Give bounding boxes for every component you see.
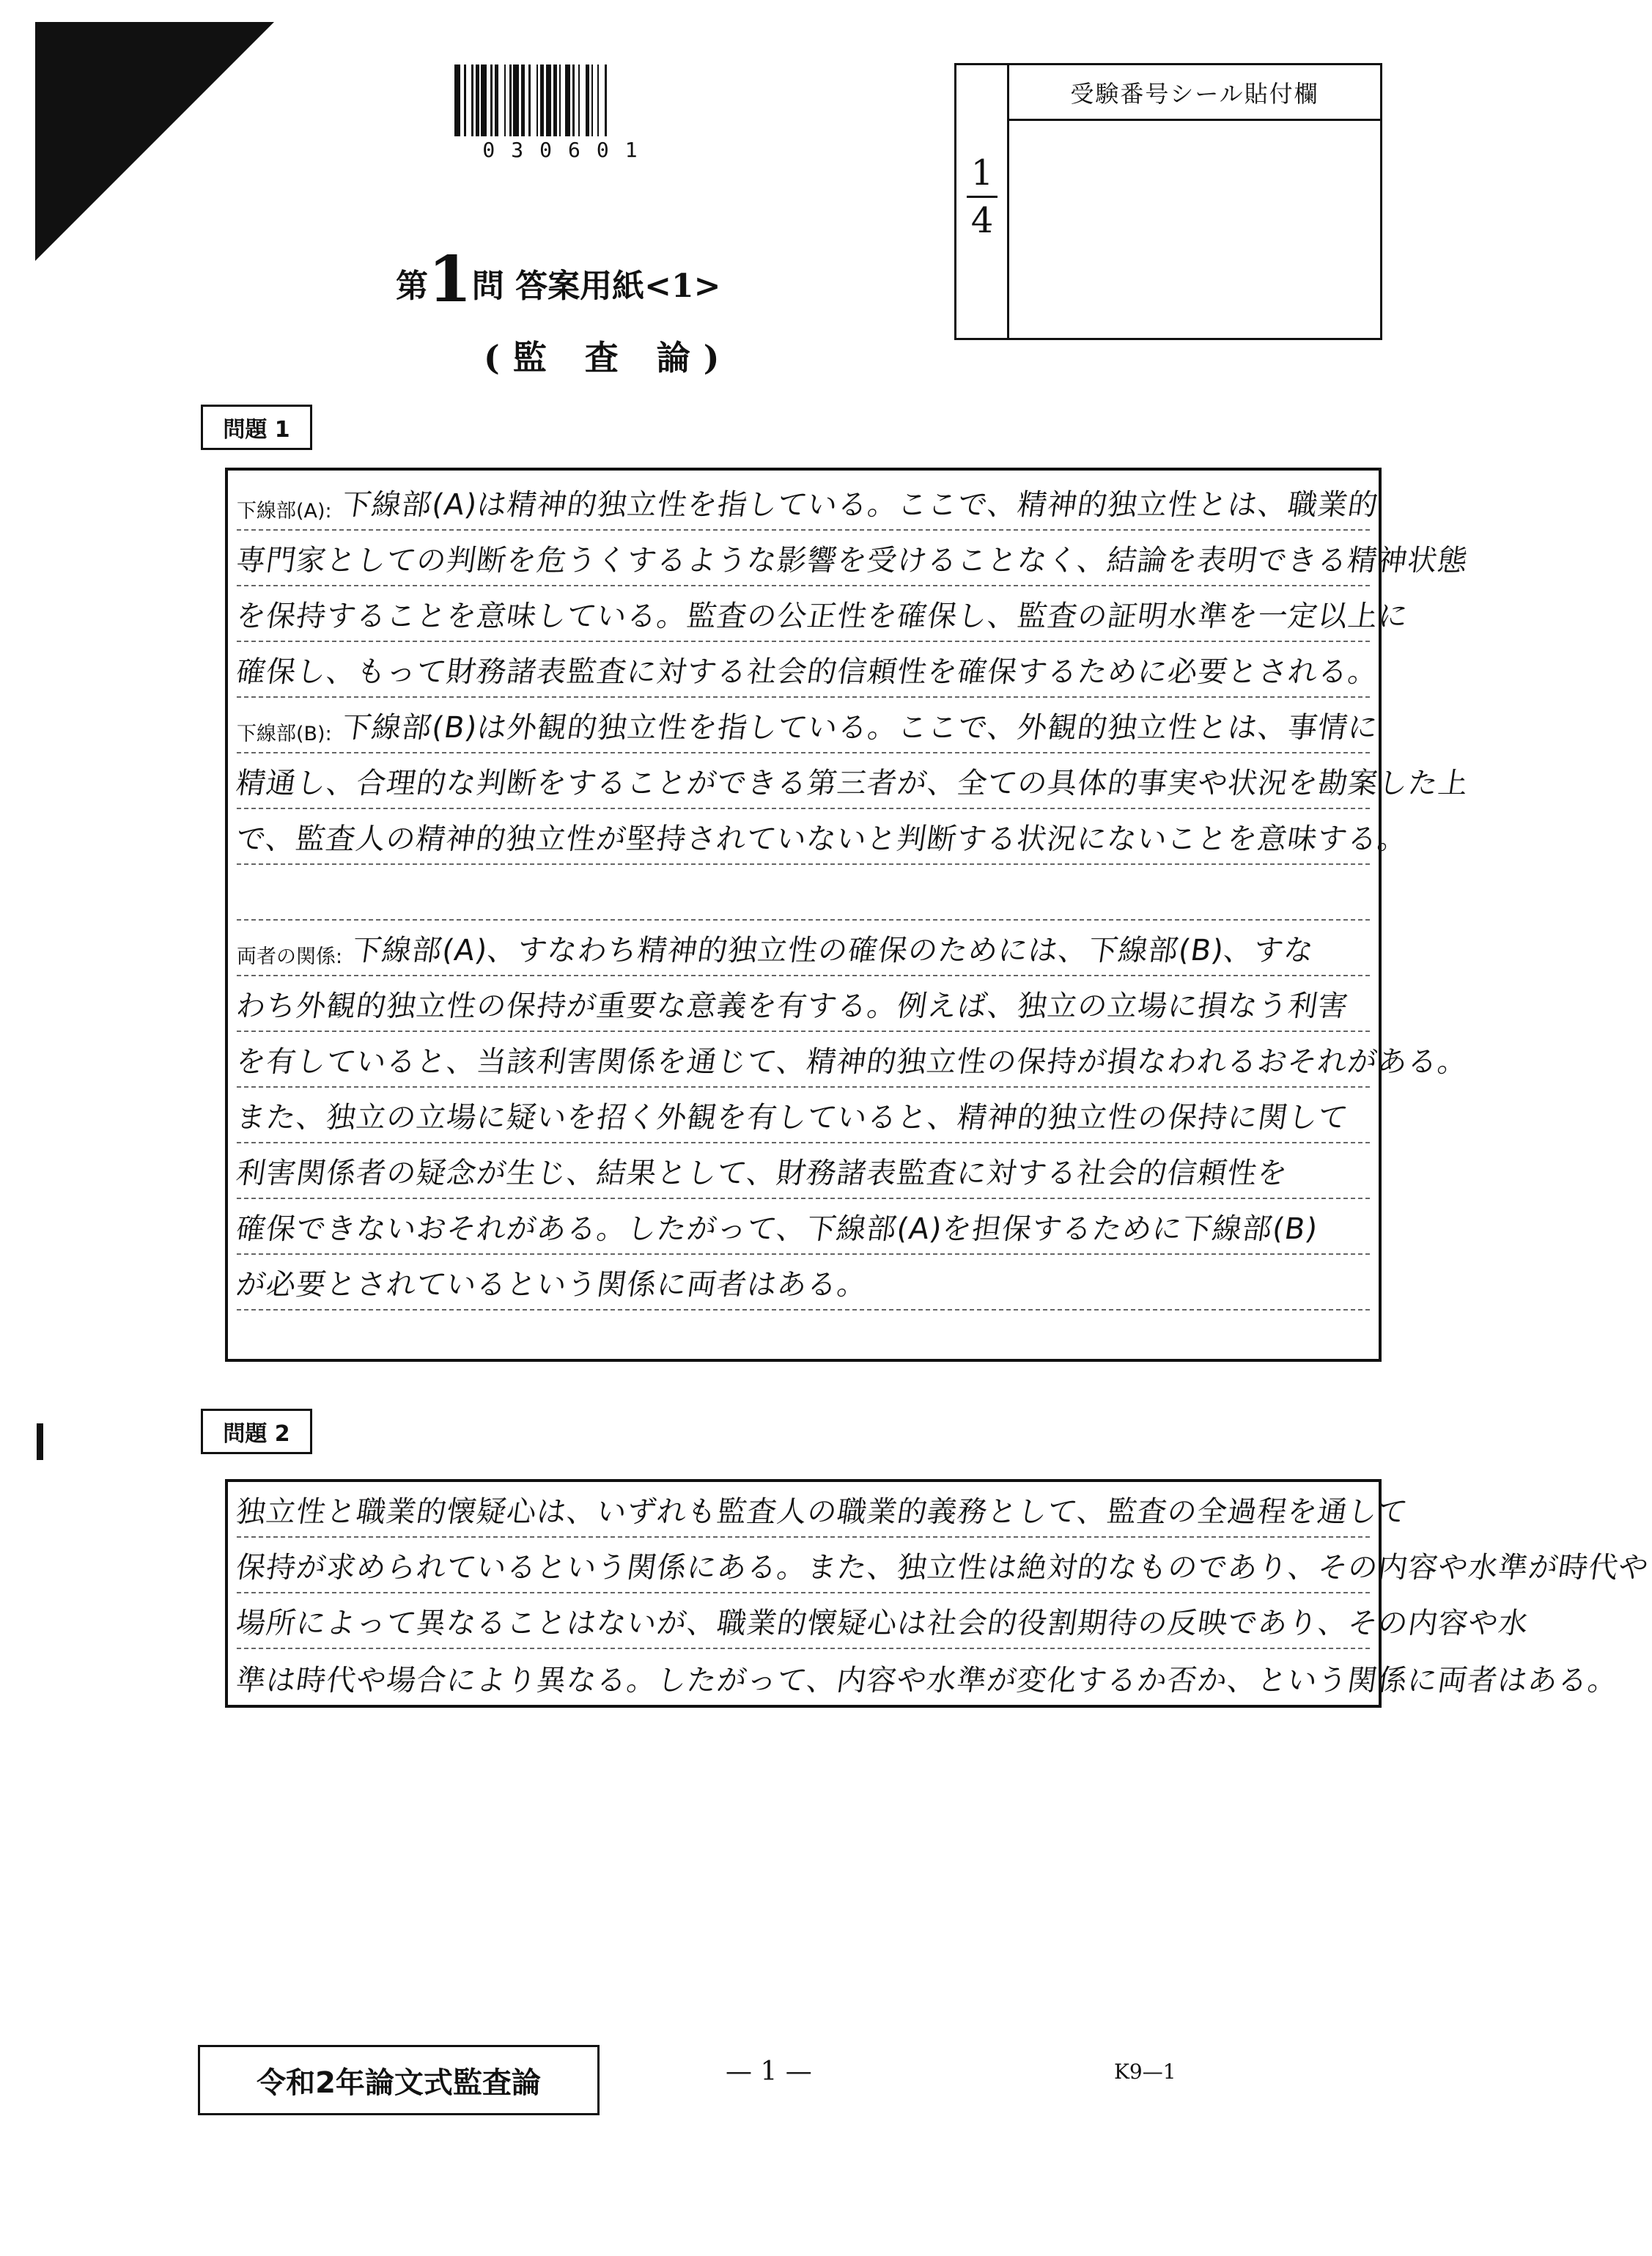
answer-text: 精通し、合理的な判断をすることができる第三者が、全ての具体的事実や状況を勘案した上 <box>234 767 1471 800</box>
answer-line <box>237 475 1381 531</box>
answer-line <box>237 921 1370 976</box>
title-number: 1 <box>428 243 472 317</box>
answer-line <box>237 698 1381 753</box>
barcode-bar <box>454 64 460 136</box>
answer-text: 利害関係者の疑念が生じ、結果として、財務諸表監査に対する社会的信頼性を <box>234 1157 1290 1190</box>
page-denominator: 4 <box>970 200 994 241</box>
answer-text: を有していると、当該利害関係を通じて、精神的独立性の保持が損なわれるおそれがある。 <box>234 1045 1470 1079</box>
answer-text: 準は時代や場合により異なる。したがって、内容や水準が変化するか否か、という関係に両者はある。 <box>234 1664 1620 1697</box>
barcode-bar <box>498 64 504 136</box>
subject-title: (監 査 論) <box>484 338 733 377</box>
page-number: — 1 — <box>726 2057 812 2087</box>
answer-text: 確保できないおそれがある。したがって、下線部(A)を担保するために下線部(B) <box>234 1212 1321 1246</box>
barcode-bar <box>466 64 472 136</box>
sticker-label: 受験番号シール貼付欄 <box>1009 65 1380 121</box>
barcode-number: 030601 <box>482 138 654 162</box>
question1-label: 問題 1 <box>201 405 312 450</box>
margin-mark <box>37 1423 43 1460</box>
barcode-bar <box>513 64 519 136</box>
answer-line <box>234 531 1470 586</box>
relation-label: 両者の関係: <box>237 945 343 968</box>
answer-text: を保持することを意味している。監査の公正性を確保し、監査の証明水準を一定以上に <box>234 600 1411 633</box>
answer-line <box>234 1482 1410 1538</box>
barcode-bar <box>531 64 536 136</box>
question2-answer-box[interactable] <box>225 1479 1651 1708</box>
answer-line-blank <box>237 865 1370 921</box>
answer-text: 下線部(A)、すなわち精神的独立性の確保のためには、下線部(B)、すな <box>350 934 1317 967</box>
answer-text: 下線部(B)は外観的独立性を指している。ここで、外観的独立性とは、事情に <box>339 711 1381 745</box>
barcode-bar <box>481 64 487 136</box>
corner-registration-mark <box>35 22 274 261</box>
part-b-label: 下線部(B): <box>237 723 332 745</box>
answer-line <box>234 753 1471 809</box>
question2-label: 問題 2 <box>201 1409 312 1454</box>
page-fraction <box>962 152 1002 242</box>
answer-line <box>234 1143 1370 1199</box>
fraction-bar <box>967 196 998 198</box>
answer-text: で、監査人の精神的独立性が堅持されていないと判断する状況にないことを意味する。 <box>234 822 1410 856</box>
exam-title-box: 令和2年論文式監査論 <box>198 2045 600 2115</box>
answer-text: 場所によって異なることはないが、職業的懐疑心は社会的役割期待の反映であり、その内容や水 <box>234 1607 1531 1640</box>
page-numerator: 1 <box>970 152 994 193</box>
sticker-side-column <box>956 65 1009 338</box>
answer-line <box>234 809 1410 865</box>
answer-line <box>234 642 1381 698</box>
answer-line <box>234 1255 1370 1311</box>
answer-text: 保持が求められているという関係にある。また、独立性は絶対的なものであり、その内容や水準が時代や <box>234 1551 1651 1585</box>
barcode-bar <box>607 64 611 136</box>
answer-line <box>234 1032 1470 1088</box>
page-title <box>396 243 836 317</box>
form-code: K9—1 <box>1114 2060 1176 2084</box>
answer-text: 専門家としての判断を危うくするような影響を受けることなく、結論を表明できる精神状態 <box>234 544 1470 578</box>
barcode <box>454 64 682 136</box>
barcode-bar <box>565 64 571 136</box>
exam-number-sticker-area[interactable] <box>954 63 1382 340</box>
answer-line <box>234 1199 1370 1255</box>
barcode-bar <box>580 64 586 136</box>
answer-line <box>234 1538 1651 1593</box>
barcode-bar <box>546 64 552 136</box>
answer-text: が必要とされているという関係に両者はある。 <box>234 1268 870 1302</box>
answer-line <box>234 586 1411 642</box>
answer-text: わち外観的独立性の保持が重要な意義を有する。例えば、独立の立場に損なう利害 <box>234 989 1351 1023</box>
answer-line <box>234 1593 1531 1649</box>
answer-text: 下線部(A)は精神的独立性を指している。ここで、精神的独立性とは、職業的 <box>339 488 1381 522</box>
barcode-bar <box>599 64 605 136</box>
answer-text: 確保し、もって財務諸表監査に対する社会的信頼性を確保するために必要とされる。 <box>234 655 1381 689</box>
question1-answer-box[interactable] <box>225 468 1471 1362</box>
answer-line <box>234 1649 1620 1705</box>
part-a-label: 下線部(A): <box>237 500 332 523</box>
answer-line <box>234 1088 1370 1143</box>
title-suffix: 問 答案用紙<1> <box>471 268 721 305</box>
answer-text: また、独立の立場に疑いを招く外観を有していると、精神的独立性の保持に関して <box>234 1101 1351 1135</box>
answer-text: 独立性と職業的懐疑心は、いずれも監査人の職業的義務として、監査の全過程を通して <box>234 1495 1410 1529</box>
title-prefix: 第 <box>396 268 428 305</box>
answer-line <box>234 976 1370 1032</box>
